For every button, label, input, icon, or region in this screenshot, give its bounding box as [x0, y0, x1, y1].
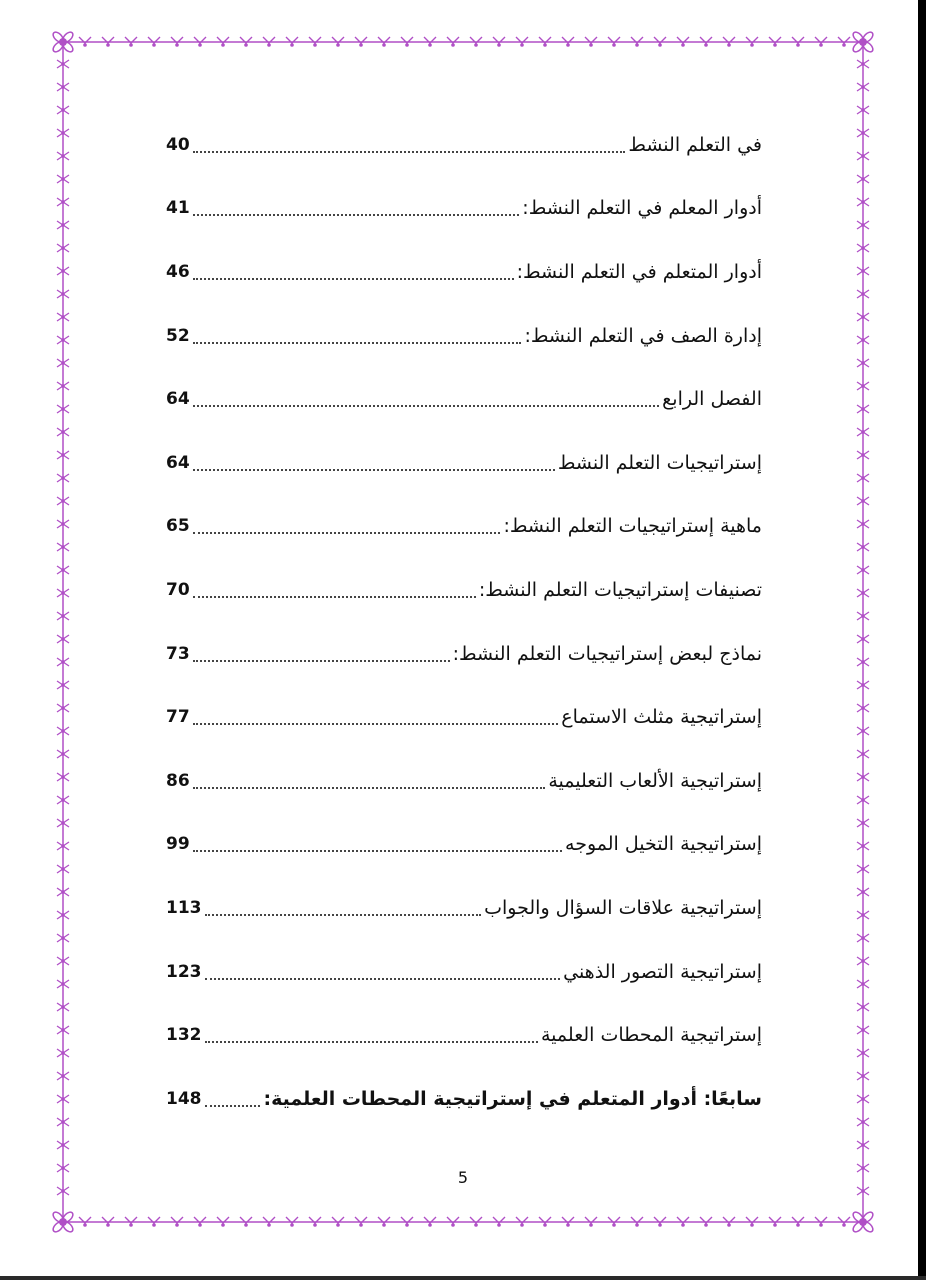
toc-title: نماذج لبعض إستراتيجيات التعلم النشط:: [452, 642, 762, 665]
toc-entry[interactable]: [166, 940, 762, 1004]
toc-page-number: 70: [166, 579, 190, 600]
toc-entry[interactable]: [166, 113, 762, 177]
toc-title: تصنيفات إستراتيجيات التعلم النشط:: [478, 578, 762, 601]
toc-entry[interactable]: [166, 431, 762, 495]
toc-title: إستراتيجية المحطات العلمية: [541, 1024, 762, 1047]
toc-entry[interactable]: [166, 685, 762, 749]
toc-title: إستراتيجية التخيل الموجه: [565, 833, 762, 856]
toc-leader-dots: [193, 660, 450, 662]
toc-title: الفصل الرابع: [662, 388, 762, 411]
page-number: 5: [457, 1168, 469, 1187]
toc-leader-dots: [193, 596, 476, 598]
toc-leader-dots: [205, 1105, 261, 1107]
toc-entry[interactable]: [166, 876, 762, 940]
toc-title: إدارة الصف في التعلم النشط:: [524, 324, 762, 347]
toc-entry[interactable]: [166, 304, 762, 368]
toc-leader-dots: [193, 214, 520, 216]
toc-leader-dots: [205, 978, 561, 980]
toc-entry[interactable]: [166, 813, 762, 877]
toc-title: إستراتيجية علاقات السؤال والجواب: [484, 896, 762, 919]
toc-leader-dots: [193, 532, 501, 534]
toc-leader-dots: [193, 405, 660, 407]
toc-page-number: 46: [166, 261, 190, 282]
toc-entry[interactable]: [166, 367, 762, 431]
toc-title: إستراتيجية التصور الذهني: [563, 960, 762, 983]
toc-leader-dots: [193, 342, 522, 344]
toc-page-number: 113: [166, 897, 202, 918]
toc-leader-dots: [205, 914, 482, 916]
toc-leader-dots: [193, 723, 559, 725]
toc-title: أدوار المتعلم في التعلم النشط:: [516, 260, 762, 283]
toc-page-number: 73: [166, 643, 190, 664]
toc-page-number: 65: [166, 516, 190, 537]
toc-leader-dots: [205, 1041, 539, 1043]
toc-page-number: 99: [166, 834, 190, 855]
toc-leader-dots: [193, 469, 555, 471]
toc-page-number: 132: [166, 1025, 202, 1046]
toc-title: إستراتيجية مثلث الاستماع: [561, 706, 762, 729]
toc-title: إستراتيجية الألعاب التعليمية: [548, 769, 762, 792]
toc-page-number: 86: [166, 770, 190, 791]
toc-page-number: 123: [166, 961, 202, 982]
toc-title: في التعلم النشط: [628, 133, 762, 156]
toc-page-number: 77: [166, 707, 190, 728]
toc-page-number: 64: [166, 389, 190, 410]
toc-entry[interactable]: [166, 749, 762, 813]
toc-title: ماهية إستراتيجيات التعلم النشط:: [503, 515, 762, 538]
toc-entry[interactable]: [166, 240, 762, 304]
toc-title: أدوار المعلم في التعلم النشط:: [522, 197, 762, 220]
toc-title: سابعًا: أدوار المتعلم في إستراتيجية المحطات العلمية:: [263, 1087, 762, 1110]
toc-leader-dots: [193, 787, 546, 789]
toc-entry[interactable]: [166, 622, 762, 686]
toc-page-number: 40: [166, 134, 190, 155]
toc-entry[interactable]: [166, 495, 762, 559]
toc-page-number: 64: [166, 452, 190, 473]
table-of-contents: [166, 113, 762, 1131]
toc-entry[interactable]: [166, 1067, 762, 1131]
toc-page-number: 41: [166, 198, 190, 219]
toc-page-number: 148: [166, 1088, 202, 1109]
toc-leader-dots: [193, 151, 626, 153]
toc-title: إستراتيجيات التعلم النشط: [557, 451, 762, 474]
toc-entry[interactable]: [166, 1003, 762, 1067]
toc-entry[interactable]: [166, 558, 762, 622]
toc-leader-dots: [193, 278, 514, 280]
toc-entry[interactable]: [166, 177, 762, 241]
toc-leader-dots: [193, 850, 562, 852]
toc-page-number: 52: [166, 325, 190, 346]
